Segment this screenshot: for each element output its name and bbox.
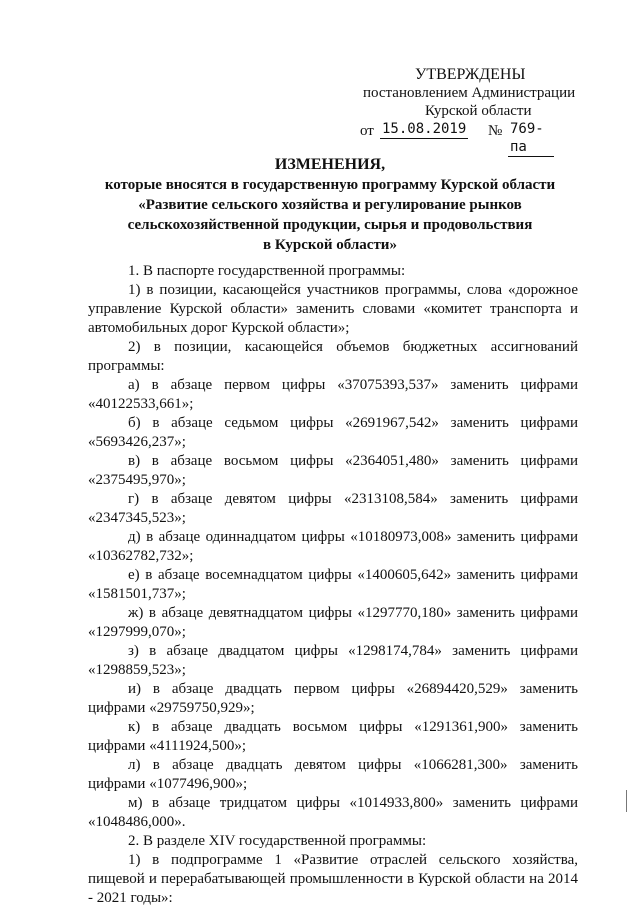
document-heading: [80, 155, 580, 255]
paragraph: 2. В разделе XIV государственной программы:: [128, 833, 427, 849]
heading-line-1: которые вносятся в государственную программу Курской области: [104, 177, 556, 193]
paragraph: в) в абзаце восьмом цифры «2364051,480» заменить цифрами «2375495,970»;: [88, 453, 578, 488]
approval-number: 769-па: [508, 120, 554, 157]
heading-line-4: в Курской области»: [263, 237, 397, 253]
date-prefix: от: [360, 123, 374, 139]
paragraph: а) в абзаце первом цифры «37075393,537» заменить цифрами «40122533,661»;: [88, 377, 578, 412]
paragraph: 2) в позиции, касающейся объемов бюджетных ассигнований программы:: [88, 339, 578, 374]
heading-line-2: «Развитие сельского хозяйства и регулирование рынков: [138, 197, 522, 213]
approval-date-row: [360, 120, 590, 155]
paragraph: 1) в позиции, касающейся участников программы, слова «дорожное управление Курской области» заменить словами «комитет транспорта и автомобильных дорог Курской области»;: [88, 282, 578, 336]
approval-stamp: [360, 66, 590, 155]
paragraph: 1) в подпрограмме 1 «Развитие отраслей сельского хозяйства, пищевой и перерабатывающей промышленности в Курской области на 2014 - 2021 годы»:: [88, 852, 578, 906]
paragraph: е) в абзаце восемнадцатом цифры «1400605,642» заменить цифрами «1581501,737»;: [88, 567, 578, 602]
heading-title: ИЗМЕНЕНИЯ,: [274, 156, 386, 173]
scan-margin-mark: [626, 790, 627, 812]
paragraph: л) в абзаце двадцать девятом цифры «1066281,300» заменить цифрами «1077496,900»;: [88, 757, 578, 792]
approval-date: 15.08.2019: [382, 121, 467, 137]
number-prefix: №: [488, 123, 503, 139]
approval-title: УТВЕРЖДЕНЫ: [415, 66, 526, 83]
paragraph: 1. В паспорте государственной программы:: [128, 263, 406, 279]
document-body: [88, 262, 578, 908]
paragraph: д) в абзаце одиннадцатом цифры «10180973,008» заменить цифрами «10362782,732»;: [88, 529, 578, 564]
paragraph: к) в абзаце двадцать восьмом цифры «1291361,900» заменить цифрами «4111924,500»;: [88, 719, 578, 754]
approval-line-1: постановлением Администрации: [363, 85, 576, 101]
paragraph: б) в абзаце седьмом цифры «2691967,542» заменить цифрами «5693426,237»;: [88, 415, 578, 450]
paragraph: ж) в абзаце девятнадцатом цифры «1297770,180» заменить цифрами «1297999,070»;: [88, 605, 578, 640]
paragraph: и) в абзаце двадцать первом цифры «26894420,529» заменить цифрами «29759750,929»;: [88, 681, 578, 716]
paragraph: г) в абзаце девятом цифры «2313108,584» заменить цифрами «2347345,523»;: [88, 491, 578, 526]
paragraph: м) в абзаце тридцатом цифры «1014933,800» заменить цифрами «1048486,000».: [88, 795, 578, 830]
heading-line-3: сельскохозяйственной продукции, сырья и продовольствия: [127, 217, 533, 233]
approval-line-2: Курской области: [425, 103, 532, 119]
paragraph: з) в абзаце двадцатом цифры «1298174,784» заменить цифрами «1298859,523»;: [88, 643, 578, 678]
